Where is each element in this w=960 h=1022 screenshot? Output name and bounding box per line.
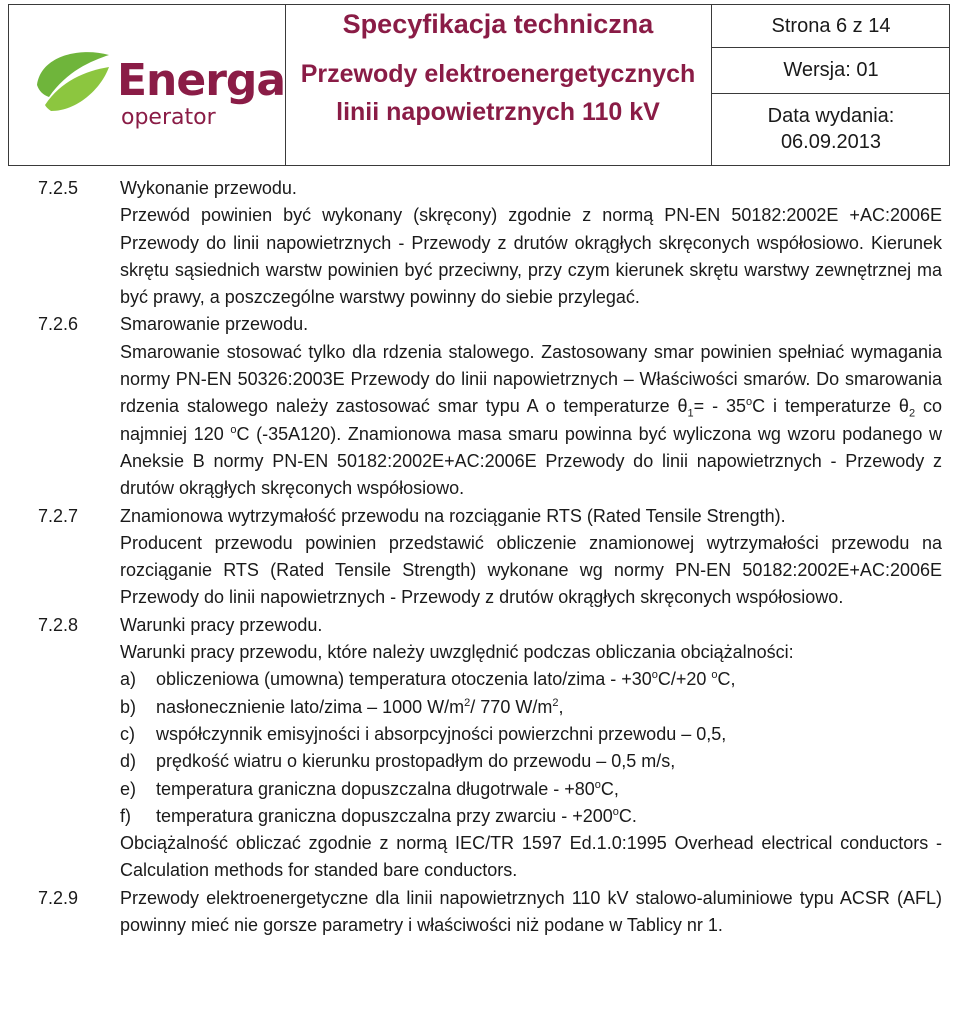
section-heading bbox=[38, 885, 942, 940]
section-title: Wykonanie przewodu. bbox=[120, 178, 297, 198]
text-run: C. bbox=[618, 805, 637, 826]
superscript: o bbox=[612, 805, 619, 818]
paragraph: Przewód powinien być wykonany (skręcony) zgodnie z normą PN-EN 50182:2002E +AC:2006E Przewody do linii napowietrznych - Przewody z drutów okrągłych skręconych współosiowo. Kierunek skrętu sąsiednich warstw powinien być przeciwny, przy czym kierunek skrętu warstwy zewnętrznej ma być prawy, a poszczególne warstwy powinny do siebie przylegać. bbox=[120, 205, 942, 308]
list-label: b) bbox=[120, 696, 137, 717]
text-run: nasłonecznienie lato/zima – 1000 W/m bbox=[156, 696, 465, 717]
section-number: 7.2.7 bbox=[38, 505, 79, 526]
section-heading bbox=[38, 503, 942, 530]
superscript: o bbox=[230, 423, 237, 436]
superscript: o bbox=[594, 778, 601, 791]
text-run: co najmniej 120 bbox=[120, 396, 942, 444]
conditions-list bbox=[120, 666, 942, 830]
header-divider bbox=[711, 93, 949, 94]
paragraph bbox=[120, 339, 942, 503]
document-title: Specyfikacja techniczna bbox=[342, 9, 654, 39]
issue-date-label: Data wydania: bbox=[767, 105, 895, 127]
list-item bbox=[120, 776, 942, 803]
section-heading bbox=[38, 311, 942, 338]
section-number: 7.2.6 bbox=[38, 314, 79, 335]
text-run: temperatura graniczna dopuszczalna długotrwale - +80 bbox=[156, 778, 595, 799]
text-run: obliczeniowa (umowna) temperatura otoczenia lato/zima - +30 bbox=[156, 669, 652, 690]
list-item bbox=[120, 748, 942, 775]
document-subtitle: Przewody elektroenergetycznych linii napowietrznych 110 kV bbox=[300, 60, 696, 126]
list-item bbox=[120, 694, 942, 721]
logo-wordmark: Energa bbox=[117, 55, 286, 106]
version-label: Wersja: 01 bbox=[783, 59, 879, 81]
list-text bbox=[156, 666, 736, 693]
subscript: 2 bbox=[908, 407, 916, 420]
text-run: C (-35A120). Znamionowa masa smaru powinna być wyliczona wg wzoru podanego w Aneksie B normy PN-EN 50182:2002E+AC:2006E Przewody do linii napowietrznych - Przewody z drutów okrągłych skręconych współosiowo. bbox=[120, 423, 942, 499]
paragraph: Obciążalność obliczać zgodnie z normą IEC/TR 1597 Ed.1.0:1995 Overhead electrical conductors - Calculation methods for standed bare conductors. bbox=[120, 833, 942, 881]
section-number: 7.2.5 bbox=[38, 178, 79, 198]
section-heading bbox=[38, 612, 942, 639]
list-label: a) bbox=[120, 669, 137, 690]
paragraph: Warunki pracy przewodu, które należy uwzględnić podczas obliczania obciążalności: bbox=[120, 642, 794, 663]
paragraph: Producent przewodu powinien przedstawić obliczenie znamionowej wytrzymałości przewodu na rozciąganie RTS (Rated Tensile Strength) wykonane wg normy PN-EN 50182:2002E+AC:2006E Przewody do linii napowietrznych - Przewody z drutów okrągłych skręconych współosiowo. bbox=[120, 532, 942, 608]
section-title: Przewody elektroenergetyczne dla linii napowietrznych 110 kV stalowo-aluminiowe typu ACSR (AFL) powinny mieć nie gorsze parametry i właściwości niż podane w Tablicy nr 1. bbox=[120, 887, 942, 936]
header-divider bbox=[711, 47, 949, 48]
list-text bbox=[156, 694, 563, 721]
leaf-icon bbox=[31, 41, 115, 125]
superscript: o bbox=[651, 669, 658, 682]
text-run: C, bbox=[600, 778, 619, 799]
section-number: 7.2.9 bbox=[38, 887, 79, 908]
text-run: Smarowanie stosować tylko dla rdzenia stalowego. Zastosowany smar powinien spełniać wymagania normy PN-EN 50326:2003E Przewody do linii napowietrznych – Właściwości smarów. Do smarowania rdzenia stalowego należy zastosować smar typu A o temperaturze θ bbox=[120, 341, 942, 417]
list-item bbox=[120, 666, 942, 693]
list-text: prędkość wiatru o kierunku prostopadłym do przewodu – 0,5 m/s, bbox=[156, 751, 676, 772]
list-item bbox=[120, 721, 942, 748]
superscript: o bbox=[746, 396, 753, 409]
subscript: 1 bbox=[687, 407, 694, 420]
list-text bbox=[156, 776, 619, 803]
text-run: temperatura graniczna dopuszczalna przy zwarciu - +200 bbox=[156, 805, 613, 826]
section-title: Warunki pracy przewodu. bbox=[120, 614, 323, 635]
list-item bbox=[120, 803, 942, 830]
text-run: C, bbox=[717, 669, 736, 690]
text-run: / 770 W/m bbox=[470, 696, 553, 717]
text-run: = - 35 bbox=[693, 396, 746, 417]
list-text bbox=[156, 803, 637, 830]
list-label: c) bbox=[120, 723, 135, 744]
page-number: Strona 6 z 14 bbox=[771, 15, 891, 37]
text-run: , bbox=[558, 696, 564, 717]
list-label: f) bbox=[120, 805, 131, 826]
section-heading bbox=[38, 175, 942, 202]
header-table bbox=[8, 4, 950, 166]
logo-subtitle: operator bbox=[121, 105, 216, 130]
document-body bbox=[38, 175, 942, 939]
energa-logo bbox=[31, 35, 286, 135]
text-run: C/+20 bbox=[657, 669, 712, 690]
superscript: 2 bbox=[464, 696, 471, 709]
text-run: C i temperaturze θ bbox=[752, 396, 909, 417]
list-label: e) bbox=[120, 778, 137, 799]
superscript: 2 bbox=[552, 696, 559, 709]
superscript: o bbox=[711, 669, 718, 682]
issue-date-value: 06.09.2013 bbox=[780, 131, 882, 153]
section-number: 7.2.8 bbox=[38, 614, 79, 635]
list-label: d) bbox=[120, 751, 137, 772]
section-title: Smarowanie przewodu. bbox=[120, 314, 309, 335]
section-title: Znamionowa wytrzymałość przewodu na rozciąganie RTS (Rated Tensile Strength). bbox=[120, 505, 786, 526]
list-text: współczynnik emisyjności i absorpcyjności powierzchni przewodu – 0,5, bbox=[156, 723, 727, 744]
